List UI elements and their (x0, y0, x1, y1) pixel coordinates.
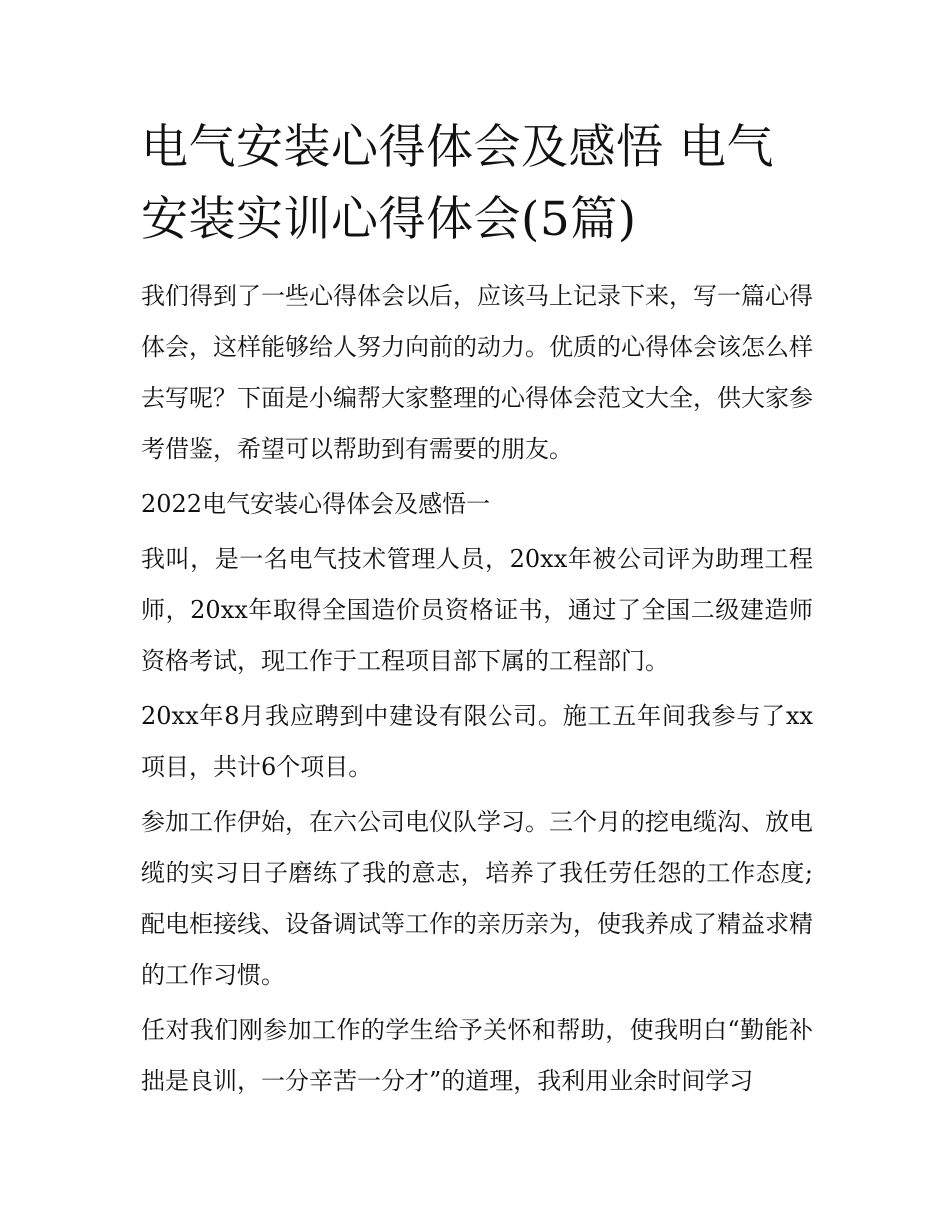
body-paragraph: 我叫，是一名电气技术管理人员，20xx年被公司评为助理工程师，20xx年取得全国造价员资格证书，通过了全国二级建造师资格考试，现工作于工程项目部下属的工程部门。 (141, 545, 813, 675)
document-title: 电气安装心得体会及感悟 电气安装实训心得体会(5篇) (141, 120, 774, 247)
section-heading: 2022电气安装心得体会及感悟一 (141, 490, 491, 518)
body-paragraph: 任对我们刚参加工作的学生给予关怀和帮助，使我明白“勤能补拙是良训，一分辛苦一分才”的道理，我利用业余时间学习 (141, 1016, 813, 1095)
document-body (141, 112, 813, 1107)
body-paragraph: 参加工作伊始，在六公司电仪队学习。三个月的挖电缆沟、放电缆的实习日子磨练了我的意志，培养了我任劳任怨的工作态度;配电柜接线、设备调试等工作的亲历亲为，使我养成了精益求精的工作习惯。 (141, 808, 813, 989)
intro-paragraph: 我们得到了一些心得体会以后，应该马上记录下来，写一篇心得体会，这样能够给人努力向前的动力。优质的心得体会该怎么样去写呢？下面是小编帮大家整理的心得体会范文大全，供大家参考借鉴，希望可以帮助到有需要的朋友。 (141, 282, 813, 463)
body-paragraph: 20xx年8月我应聘到中建设有限公司。施工五年间我参与了xx项目，共计6个项目。 (141, 702, 813, 781)
